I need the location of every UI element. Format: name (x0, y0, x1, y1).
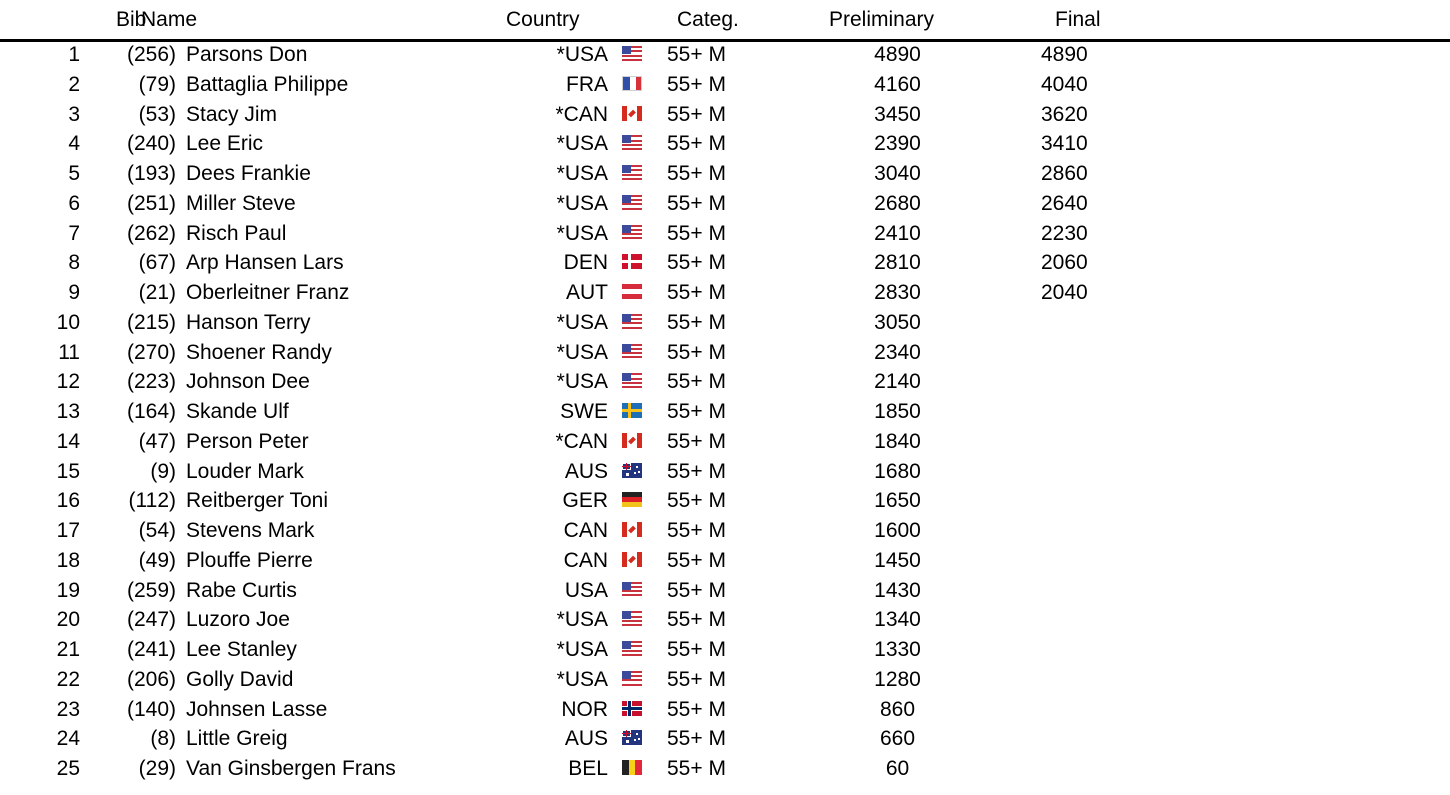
country-cell: AUS (564, 727, 608, 751)
category-cell: 55+ M (667, 251, 726, 275)
category-cell: 55+ M (667, 429, 726, 453)
header-preliminary: Preliminary (829, 8, 935, 31)
table-row (0, 457, 1450, 486)
country-cell: FRA (566, 72, 608, 96)
country-cell: AUS (564, 459, 608, 483)
table-row (0, 516, 1450, 545)
category-cell: 55+ M (667, 697, 726, 721)
flag-den-icon (622, 254, 642, 269)
rank-cell: 5 (68, 162, 80, 185)
table-row (0, 397, 1450, 426)
flag-usa-icon (622, 46, 642, 61)
category-cell: 55+ M (667, 132, 726, 156)
final-cell: 2640 (1041, 191, 1088, 215)
flag-can-icon (622, 106, 642, 121)
name-cell: Plouffe Pierre (186, 548, 313, 572)
name-cell: Reitberger Toni (186, 489, 329, 513)
preliminary-cell: 60 (885, 757, 910, 780)
table-row (0, 338, 1450, 367)
table-row (0, 278, 1450, 307)
country-cell: AUT (566, 281, 608, 304)
flag-aus-icon (622, 463, 642, 478)
bib-cell: (9) (150, 459, 176, 483)
bib-cell: (193) (126, 162, 176, 185)
name-cell: Miller Steve (186, 191, 296, 215)
name-cell: Risch Paul (186, 221, 287, 245)
preliminary-cell: 2340 (874, 340, 921, 364)
table-row (0, 576, 1450, 605)
bib-cell: (49) (138, 548, 176, 572)
rank-cell: 9 (68, 281, 80, 304)
flag-nor-icon (622, 701, 642, 716)
rank-cell: 16 (56, 489, 80, 513)
name-cell: Person Peter (186, 429, 309, 453)
name-cell: Dees Frankie (186, 162, 311, 185)
category-cell: 55+ M (667, 162, 726, 185)
name-cell: Parsons Don (186, 43, 308, 66)
bib-cell: (21) (138, 281, 176, 304)
bib-cell: (112) (128, 489, 176, 513)
country-cell: SWE (560, 400, 608, 423)
preliminary-cell: 2830 (874, 281, 921, 304)
country-cell: *USA (556, 191, 608, 215)
category-cell: 55+ M (667, 400, 726, 423)
preliminary-cell: 860 (879, 697, 916, 721)
table-row (0, 486, 1450, 515)
final-cell: 2040 (1041, 281, 1088, 304)
bib-cell: (240) (126, 132, 176, 156)
name-cell: Stevens Mark (186, 519, 315, 542)
rank-cell: 4 (68, 132, 80, 156)
table-row (0, 754, 1450, 783)
header-category: Categ. (677, 8, 739, 31)
flag-usa-icon (622, 671, 642, 686)
flag-ger-icon (622, 492, 642, 507)
preliminary-cell: 1330 (874, 638, 921, 661)
flag-usa-icon (622, 582, 642, 597)
table-row (0, 605, 1450, 634)
bib-cell: (47) (138, 429, 176, 453)
preliminary-cell: 4160 (874, 72, 921, 96)
country-cell: BEL (568, 757, 608, 780)
country-cell: *USA (556, 43, 608, 66)
preliminary-cell: 2680 (874, 191, 921, 215)
bib-cell: (223) (126, 370, 176, 394)
name-cell: Louder Mark (186, 459, 304, 483)
country-cell: *USA (556, 638, 608, 661)
bib-cell: (251) (126, 191, 176, 215)
rank-cell: 23 (56, 697, 80, 721)
country-cell: *USA (556, 340, 608, 364)
header-final: Final (1055, 8, 1101, 31)
category-cell: 55+ M (667, 757, 726, 780)
rank-cell: 7 (68, 221, 80, 245)
name-cell: Rabe Curtis (186, 578, 297, 602)
category-cell: 55+ M (667, 102, 726, 126)
category-cell: 55+ M (667, 370, 726, 394)
table-row (0, 70, 1450, 99)
rank-cell: 1 (68, 43, 80, 66)
category-cell: 55+ M (667, 727, 726, 751)
category-cell: 55+ M (667, 43, 726, 66)
table-row (0, 100, 1450, 129)
name-cell: Oberleitner Franz (186, 281, 350, 304)
country-cell: GER (562, 489, 608, 513)
bib-cell: (54) (138, 519, 176, 542)
rank-cell: 21 (56, 638, 80, 661)
table-row (0, 129, 1450, 158)
category-cell: 55+ M (667, 221, 726, 245)
rank-cell: 15 (56, 459, 80, 483)
preliminary-cell: 1280 (874, 667, 921, 691)
table-row (0, 635, 1450, 664)
preliminary-cell: 3050 (874, 310, 921, 334)
flag-aut-icon (622, 284, 642, 299)
rank-cell: 17 (56, 519, 80, 542)
rank-cell: 6 (68, 191, 80, 215)
preliminary-cell: 1650 (874, 489, 921, 513)
country-cell: USA (564, 578, 608, 602)
header-name: Name (141, 8, 198, 31)
rank-cell: 8 (68, 251, 80, 275)
country-cell: *USA (556, 370, 608, 394)
final-cell: 2860 (1041, 162, 1088, 185)
flag-fra-icon (622, 76, 642, 91)
final-cell: 3620 (1041, 102, 1088, 126)
bib-cell: (247) (126, 608, 176, 632)
rank-cell: 2 (68, 72, 80, 96)
final-cell: 4890 (1041, 43, 1088, 66)
name-cell: Johnsen Lasse (186, 697, 328, 721)
flag-usa-icon (622, 611, 642, 626)
preliminary-cell: 2140 (874, 370, 921, 394)
bib-cell: (206) (126, 667, 176, 691)
preliminary-cell: 4890 (874, 43, 921, 66)
flag-can-icon (622, 433, 642, 448)
flag-usa-icon (622, 225, 642, 240)
name-cell: Stacy Jim (186, 102, 278, 126)
header-bib: Bib (116, 8, 147, 31)
bib-cell: (53) (138, 102, 176, 126)
name-cell: Arp Hansen Lars (186, 251, 344, 275)
flag-usa-icon (622, 641, 642, 656)
name-cell: Hanson Terry (186, 310, 311, 334)
preliminary-cell: 660 (879, 727, 916, 751)
country-cell: *USA (556, 162, 608, 185)
name-cell: Lee Eric (186, 132, 264, 156)
bib-cell: (270) (126, 340, 176, 364)
country-cell: *CAN (555, 102, 608, 126)
category-cell: 55+ M (667, 519, 726, 542)
flag-bel-icon (622, 760, 642, 775)
name-cell: Johnson Dee (186, 370, 310, 394)
preliminary-cell: 1450 (874, 548, 921, 572)
preliminary-cell: 1340 (874, 608, 921, 632)
rank-cell: 13 (56, 400, 80, 423)
flag-usa-icon (622, 195, 642, 210)
preliminary-cell: 3450 (874, 102, 921, 126)
flag-can-icon (622, 552, 642, 567)
country-cell: *USA (556, 132, 608, 156)
category-cell: 55+ M (667, 489, 726, 513)
flag-usa-icon (622, 165, 642, 180)
preliminary-cell: 3040 (874, 162, 921, 185)
rank-cell: 3 (68, 102, 80, 126)
table-row (0, 665, 1450, 694)
category-cell: 55+ M (667, 548, 726, 572)
category-cell: 55+ M (667, 310, 726, 334)
country-cell: *CAN (555, 429, 608, 453)
name-cell: Luzoro Joe (186, 608, 290, 632)
name-cell: Battaglia Philippe (186, 72, 349, 96)
table-row (0, 159, 1450, 188)
bib-cell: (215) (126, 310, 176, 334)
final-cell: 3410 (1041, 132, 1088, 156)
table-row (0, 367, 1450, 396)
preliminary-cell: 2810 (874, 251, 921, 275)
bib-cell: (79) (138, 72, 176, 96)
country-cell: *USA (556, 221, 608, 245)
preliminary-cell: 1850 (874, 400, 921, 423)
flag-aus-icon (622, 730, 642, 745)
bib-cell: (29) (138, 757, 176, 780)
flag-usa-icon (622, 373, 642, 388)
table-row (0, 308, 1450, 337)
preliminary-cell: 1430 (874, 578, 921, 602)
rank-cell: 24 (56, 727, 80, 751)
preliminary-cell: 2390 (874, 132, 921, 156)
country-cell: *USA (556, 608, 608, 632)
name-cell: Skande Ulf (186, 400, 289, 423)
preliminary-cell: 2410 (874, 221, 921, 245)
table-row (0, 219, 1450, 248)
flag-can-icon (622, 522, 642, 537)
bib-cell: (164) (126, 400, 176, 423)
bib-cell: (67) (138, 251, 176, 275)
rank-cell: 22 (56, 667, 80, 691)
rank-cell: 20 (56, 608, 80, 632)
header-country: Country (506, 8, 580, 31)
bib-cell: (256) (126, 43, 176, 66)
flag-swe-icon (622, 403, 642, 418)
rank-cell: 19 (56, 578, 80, 602)
table-row (0, 695, 1450, 724)
name-cell: Van Ginsbergen Frans (186, 757, 396, 780)
rank-cell: 25 (56, 757, 80, 780)
preliminary-cell: 1680 (874, 459, 921, 483)
final-cell: 4040 (1041, 72, 1088, 96)
bib-cell: (241) (126, 638, 176, 661)
final-cell: 2060 (1041, 251, 1088, 275)
table-row (0, 189, 1450, 218)
table-row (0, 427, 1450, 456)
country-cell: NOR (561, 697, 608, 721)
country-cell: *USA (556, 667, 608, 691)
rank-cell: 14 (56, 429, 80, 453)
rank-cell: 18 (56, 548, 80, 572)
category-cell: 55+ M (667, 72, 726, 96)
category-cell: 55+ M (667, 459, 726, 483)
table-row (0, 724, 1450, 753)
preliminary-cell: 1840 (874, 429, 921, 453)
rank-cell: 12 (56, 370, 80, 394)
flag-usa-icon (622, 344, 642, 359)
country-cell: *USA (556, 310, 608, 334)
category-cell: 55+ M (667, 578, 726, 602)
bib-cell: (259) (126, 578, 176, 602)
rank-cell: 10 (56, 310, 80, 334)
table-row (0, 546, 1450, 575)
country-cell: CAN (563, 519, 608, 542)
bib-cell: (140) (126, 697, 176, 721)
rank-cell: 11 (58, 340, 80, 364)
name-cell: Lee Stanley (186, 638, 297, 661)
final-cell: 2230 (1041, 221, 1088, 245)
table-row (0, 40, 1450, 69)
category-cell: 55+ M (667, 638, 726, 661)
name-cell: Golly David (186, 667, 294, 691)
preliminary-cell: 1600 (874, 519, 921, 542)
bib-cell: (8) (150, 727, 176, 751)
country-cell: DEN (563, 251, 608, 275)
country-cell: CAN (563, 548, 608, 572)
category-cell: 55+ M (667, 340, 726, 364)
category-cell: 55+ M (667, 191, 726, 215)
table-row (0, 248, 1450, 277)
flag-usa-icon (622, 135, 642, 150)
bib-cell: (262) (126, 221, 176, 245)
name-cell: Little Greig (186, 727, 288, 751)
category-cell: 55+ M (667, 608, 726, 632)
flag-usa-icon (622, 314, 642, 329)
category-cell: 55+ M (667, 281, 726, 304)
category-cell: 55+ M (667, 667, 726, 691)
name-cell: Shoener Randy (186, 340, 332, 364)
